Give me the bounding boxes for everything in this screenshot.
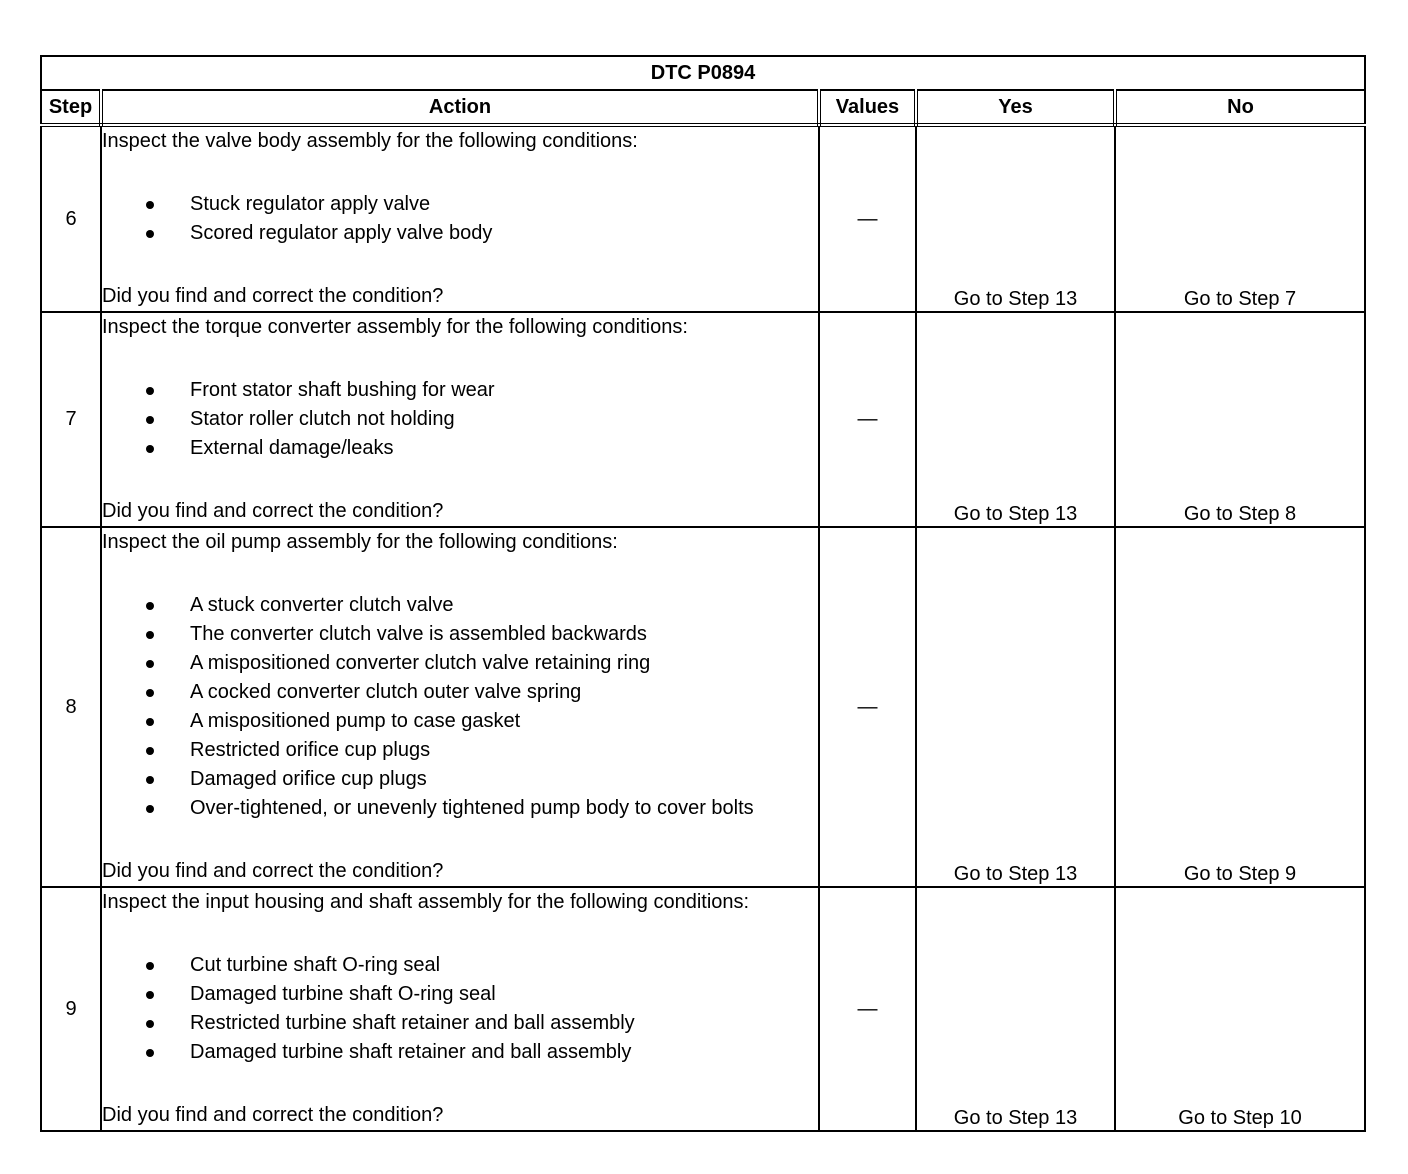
dtc-diagnostic-table (40, 55, 1366, 1132)
action-intro: Inspect the input housing and shaft assembly for the following conditions: (102, 891, 750, 913)
bullet-icon (146, 776, 154, 784)
no-result: Go to Step 10 (1115, 887, 1365, 1131)
list-item-text: Scored regulator apply valve body (190, 222, 493, 244)
list-item (190, 376, 818, 405)
bullet-icon (146, 689, 154, 697)
list-item (190, 219, 818, 248)
list-item-text: The converter clutch valve is assembled backwards (190, 623, 647, 645)
action-cell (101, 887, 819, 1131)
yes-result: Go to Step 13 (916, 887, 1115, 1131)
condition-list (102, 376, 818, 463)
list-item (190, 951, 818, 980)
list-item (190, 765, 818, 794)
step-number: 7 (41, 312, 101, 527)
action-question: Did you find and correct the condition? (102, 500, 444, 522)
values-cell: — (819, 527, 916, 887)
bullet-icon (146, 718, 154, 726)
bullet-icon (146, 962, 154, 970)
values-cell: — (819, 312, 916, 527)
action-question: Did you find and correct the condition? (102, 285, 444, 307)
list-item-text: Damaged turbine shaft O-ring seal (190, 983, 496, 1005)
list-item (190, 434, 818, 463)
list-item-text: Stator roller clutch not holding (190, 408, 455, 430)
bullet-icon (146, 1049, 154, 1057)
list-item (190, 405, 818, 434)
list-item-text: Cut turbine shaft O-ring seal (190, 954, 441, 976)
list-item-text: Stuck regulator apply valve (190, 193, 431, 215)
bullet-icon (146, 805, 154, 813)
list-item (190, 620, 818, 649)
action-cell (101, 312, 819, 527)
bullet-icon (146, 1020, 154, 1028)
list-item (190, 678, 818, 707)
list-item-text: A mispositioned pump to case gasket (190, 710, 521, 732)
yes-result: Go to Step 13 (916, 125, 1115, 312)
table-title: DTC P0894 (41, 56, 1365, 90)
list-item (190, 591, 818, 620)
yes-result: Go to Step 13 (916, 527, 1115, 887)
list-item (190, 1038, 818, 1067)
bullet-icon (146, 201, 154, 209)
list-item-text: A cocked converter clutch outer valve spring (190, 681, 582, 703)
step-number: 9 (41, 887, 101, 1131)
header-step: Step (41, 90, 101, 125)
header-values: Values (819, 90, 916, 125)
action-cell (101, 125, 819, 312)
list-item-text: Front stator shaft bushing for wear (190, 379, 495, 401)
no-result: Go to Step 9 (1115, 527, 1365, 887)
list-item (190, 794, 818, 823)
header-row (41, 90, 1365, 125)
bullet-icon (146, 631, 154, 639)
list-item-text: Restricted orifice cup plugs (190, 739, 431, 761)
table-row (41, 887, 1365, 1131)
list-item-text: Restricted turbine shaft retainer and ball assembly (190, 1012, 635, 1034)
condition-list (102, 190, 818, 248)
action-question: Did you find and correct the condition? (102, 1104, 444, 1126)
list-item-text: Damaged turbine shaft retainer and ball assembly (190, 1041, 632, 1063)
action-cell (101, 527, 819, 887)
list-item-text: Over-tightened, or unevenly tightened pump body to cover bolts (190, 797, 754, 819)
list-item-text: Damaged orifice cup plugs (190, 768, 427, 790)
bullet-icon (146, 387, 154, 395)
step-number: 8 (41, 527, 101, 887)
bullet-icon (146, 445, 154, 453)
bullet-icon (146, 660, 154, 668)
values-cell: — (819, 887, 916, 1131)
list-item (190, 707, 818, 736)
bullet-icon (146, 991, 154, 999)
bullet-icon (146, 416, 154, 424)
bullet-icon (146, 230, 154, 238)
table-row (41, 527, 1365, 887)
no-result: Go to Step 8 (1115, 312, 1365, 527)
list-item (190, 736, 818, 765)
list-item-text: External damage/leaks (190, 437, 394, 459)
action-intro: Inspect the oil pump assembly for the following conditions: (102, 531, 618, 553)
header-action: Action (101, 90, 819, 125)
table-body (41, 125, 1365, 1131)
values-cell: — (819, 125, 916, 312)
step-number: 6 (41, 125, 101, 312)
list-item (190, 649, 818, 678)
list-item-text: A mispositioned converter clutch valve retaining ring (190, 652, 651, 674)
list-item-text: A stuck converter clutch valve (190, 594, 454, 616)
table-row (41, 312, 1365, 527)
bullet-icon (146, 602, 154, 610)
list-item (190, 1009, 818, 1038)
bullet-icon (146, 747, 154, 755)
list-item (190, 190, 818, 219)
table-row (41, 125, 1365, 312)
header-no: No (1115, 90, 1365, 125)
action-intro: Inspect the valve body assembly for the following conditions: (102, 130, 638, 152)
no-result: Go to Step 7 (1115, 125, 1365, 312)
condition-list (102, 591, 818, 823)
action-question: Did you find and correct the condition? (102, 860, 444, 882)
condition-list (102, 951, 818, 1067)
list-item (190, 980, 818, 1009)
header-yes: Yes (916, 90, 1115, 125)
yes-result: Go to Step 13 (916, 312, 1115, 527)
action-intro: Inspect the torque converter assembly for the following conditions: (102, 316, 688, 338)
